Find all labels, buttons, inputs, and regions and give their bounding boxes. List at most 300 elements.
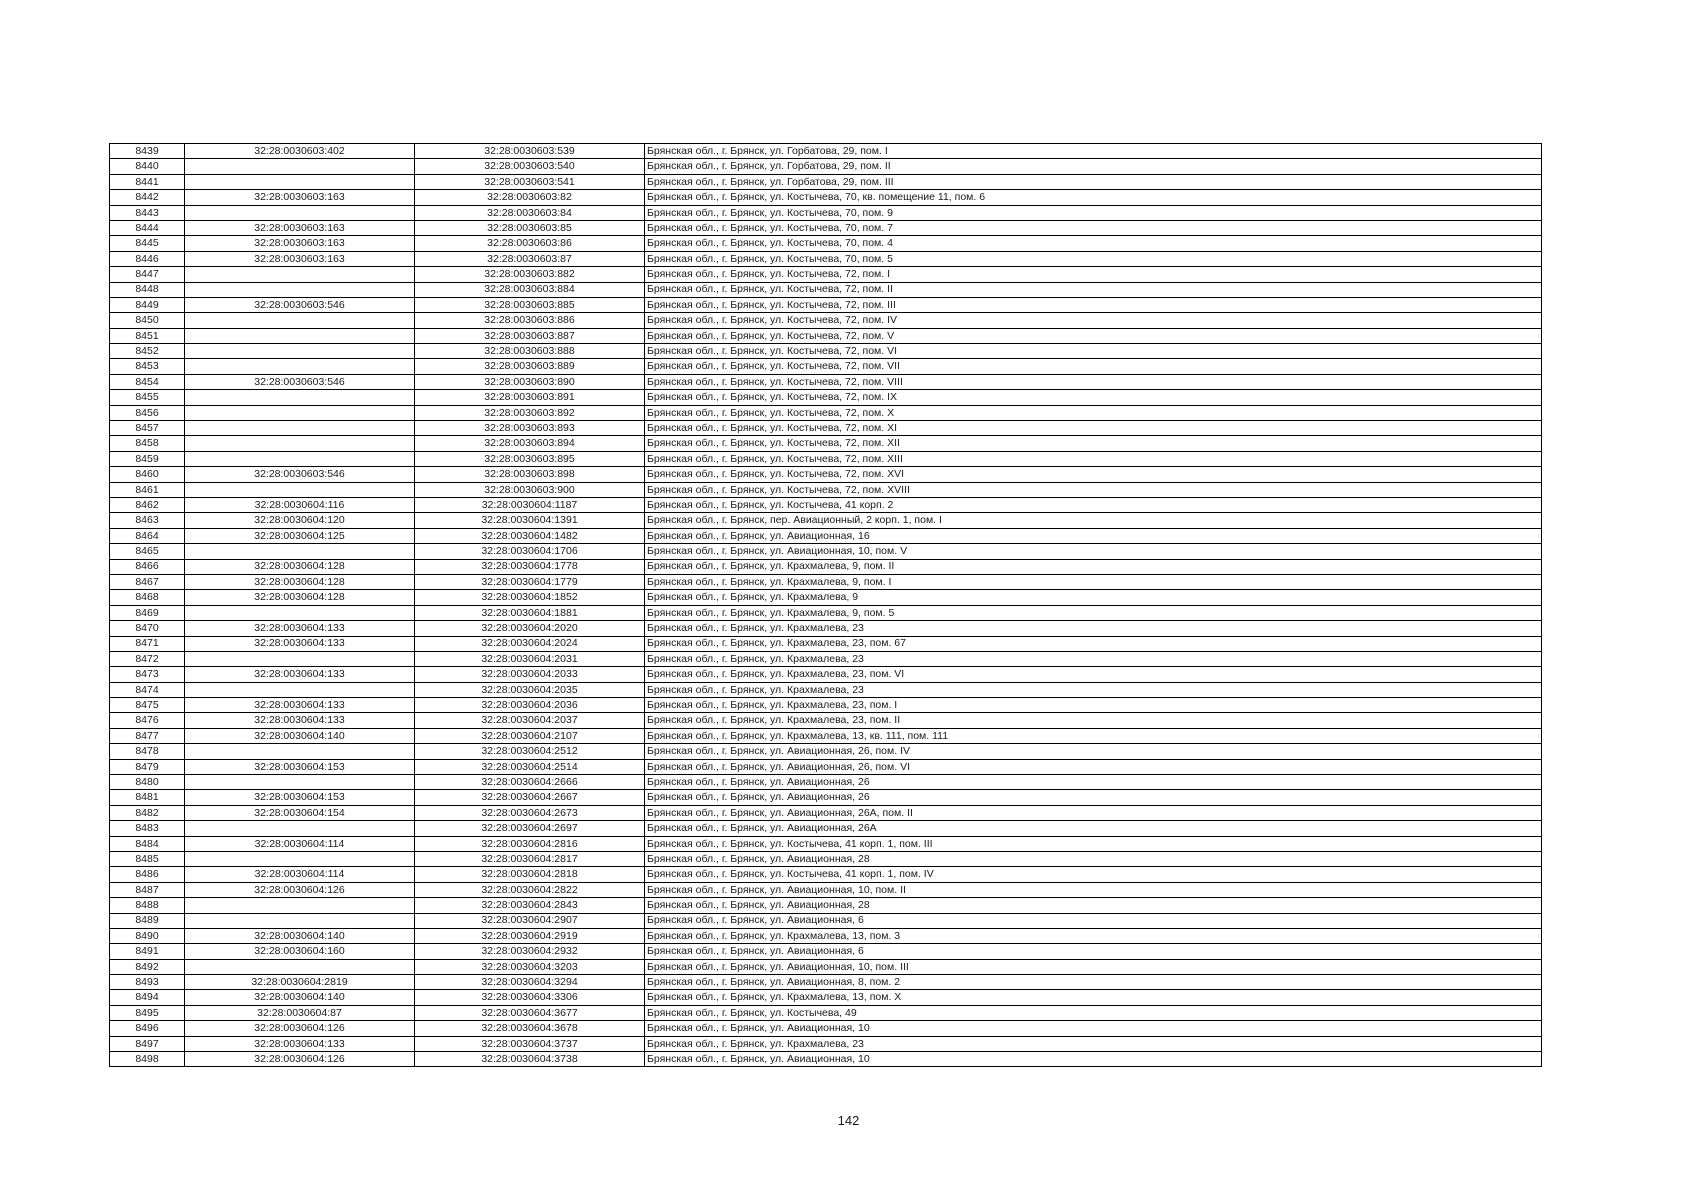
row-number-cell: 8480 [110,775,185,790]
table-row [110,805,1542,820]
table-row [110,636,1542,651]
parent-cadastral-cell [185,851,415,866]
parent-cadastral-cell [185,544,415,559]
address-cell: Брянская обл., г. Брянск, ул. Крахмалева, 9, пом. II [645,559,1542,574]
table-row [110,436,1542,451]
cadastral-number-cell: 32:28:0030604:2818 [415,867,645,882]
address-cell: Брянская обл., г. Брянск, ул. Авиационная, 16 [645,528,1542,543]
row-number-cell: 8468 [110,590,185,605]
address-cell: Брянская обл., г. Брянск, ул. Костычева, 72, пом. VI [645,344,1542,359]
table-row [110,775,1542,790]
table-row [110,698,1542,713]
row-number-cell: 8462 [110,497,185,512]
cadastral-number-cell: 32:28:0030604:2512 [415,744,645,759]
table-row [110,267,1542,282]
row-number-cell: 8451 [110,328,185,343]
row-number-cell: 8494 [110,990,185,1005]
cadastral-number-cell: 32:28:0030603:539 [415,144,645,159]
row-number-cell: 8461 [110,482,185,497]
address-cell: Брянская обл., г. Брянск, ул. Костычева, 72, пом. II [645,282,1542,297]
table-row [110,344,1542,359]
address-cell: Брянская обл., г. Брянск, ул. Костычева, 72, пом. XII [645,436,1542,451]
parent-cadastral-cell: 32:28:0030604:125 [185,528,415,543]
table-row [110,374,1542,389]
address-cell: Брянская обл., г. Брянск, ул. Костычева, 70, пом. 7 [645,220,1542,235]
parent-cadastral-cell: 32:28:0030604:133 [185,698,415,713]
address-cell: Брянская обл., г. Брянск, ул. Авиационная, 10 [645,1021,1542,1036]
parent-cadastral-cell [185,898,415,913]
row-number-cell: 8485 [110,851,185,866]
table-row [110,928,1542,943]
table-row [110,728,1542,743]
parent-cadastral-cell [185,451,415,466]
row-number-cell: 8495 [110,1005,185,1020]
address-cell: Брянская обл., г. Брянск, пер. Авиационный, 2 корп. 1, пом. I [645,513,1542,528]
cadastral-number-cell: 32:28:0030604:2697 [415,821,645,836]
address-cell: Брянская обл., г. Брянск, ул. Горбатова, 29, пом. II [645,159,1542,174]
address-cell: Брянская обл., г. Брянск, ул. Костычева, 72, пом. I [645,267,1542,282]
address-cell: Брянская обл., г. Брянск, ул. Костычева, 72, пом. VIII [645,374,1542,389]
address-cell: Брянская обл., г. Брянск, ул. Авиационная, 26 [645,790,1542,805]
row-number-cell: 8496 [110,1021,185,1036]
table-row [110,882,1542,897]
address-cell: Брянская обл., г. Брянск, ул. Горбатова, 29, пом. III [645,174,1542,189]
address-cell: Брянская обл., г. Брянск, ул. Авиационная, 10, пом. III [645,959,1542,974]
parent-cadastral-cell [185,313,415,328]
row-number-cell: 8448 [110,282,185,297]
address-cell: Брянская обл., г. Брянск, ул. Авиационная, 26А [645,821,1542,836]
table-row [110,1005,1542,1020]
row-number-cell: 8460 [110,467,185,482]
row-number-cell: 8444 [110,220,185,235]
table-row [110,959,1542,974]
address-cell: Брянская обл., г. Брянск, ул. Костычева, 72, пом. VII [645,359,1542,374]
parent-cadastral-cell [185,744,415,759]
address-cell: Брянская обл., г. Брянск, ул. Крахмалева, 13, пом. 3 [645,928,1542,943]
cadastral-number-cell: 32:28:0030603:894 [415,436,645,451]
address-cell: Брянская обл., г. Брянск, ул. Авиационная, 10, пом. II [645,882,1542,897]
table-row [110,482,1542,497]
table-row [110,975,1542,990]
parent-cadastral-cell: 32:28:0030604:128 [185,590,415,605]
row-number-cell: 8476 [110,713,185,728]
row-number-cell: 8481 [110,790,185,805]
row-number-cell: 8487 [110,882,185,897]
cadastral-number-cell: 32:28:0030603:882 [415,267,645,282]
table-row [110,1036,1542,1051]
address-cell: Брянская обл., г. Брянск, ул. Костычева, 70, пом. 4 [645,236,1542,251]
address-cell: Брянская обл., г. Брянск, ул. Горбатова, 29, пом. I [645,144,1542,159]
registry-table-body [110,144,1542,1067]
row-number-cell: 8445 [110,236,185,251]
parent-cadastral-cell: 32:28:0030604:133 [185,636,415,651]
parent-cadastral-cell [185,651,415,666]
parent-cadastral-cell: 32:28:0030603:546 [185,467,415,482]
table-row [110,574,1542,589]
cadastral-number-cell: 32:28:0030604:3678 [415,1021,645,1036]
parent-cadastral-cell [185,821,415,836]
cadastral-number-cell: 32:28:0030604:2816 [415,836,645,851]
cadastral-number-cell: 32:28:0030604:2673 [415,805,645,820]
table-row [110,944,1542,959]
table-row [110,667,1542,682]
row-number-cell: 8484 [110,836,185,851]
table-row [110,836,1542,851]
parent-cadastral-cell: 32:28:0030604:114 [185,836,415,851]
parent-cadastral-cell [185,421,415,436]
row-number-cell: 8492 [110,959,185,974]
row-number-cell: 8440 [110,159,185,174]
row-number-cell: 8470 [110,621,185,636]
row-number-cell: 8490 [110,928,185,943]
table-row [110,390,1542,405]
parent-cadastral-cell [185,405,415,420]
address-cell: Брянская обл., г. Брянск, ул. Авиационная, 26, пом. VI [645,759,1542,774]
parent-cadastral-cell: 32:28:0030604:120 [185,513,415,528]
parent-cadastral-cell: 32:28:0030604:128 [185,574,415,589]
address-cell: Брянская обл., г. Брянск, ул. Костычева, 41 корп. 1, пом. III [645,836,1542,851]
cadastral-number-cell: 32:28:0030604:1391 [415,513,645,528]
address-cell: Брянская обл., г. Брянск, ул. Крахмалева, 9 [645,590,1542,605]
parent-cadastral-cell [185,267,415,282]
table-row [110,190,1542,205]
parent-cadastral-cell [185,959,415,974]
row-number-cell: 8469 [110,605,185,620]
row-number-cell: 8441 [110,174,185,189]
table-row [110,790,1542,805]
address-cell: Брянская обл., г. Брянск, ул. Костычева, 72, пом. V [645,328,1542,343]
parent-cadastral-cell: 32:28:0030604:133 [185,667,415,682]
parent-cadastral-cell: 32:28:0030604:114 [185,867,415,882]
cadastral-number-cell: 32:28:0030604:2036 [415,698,645,713]
cadastral-number-cell: 32:28:0030604:2907 [415,913,645,928]
address-cell: Брянская обл., г. Брянск, ул. Крахмалева, 13, пом. X [645,990,1542,1005]
row-number-cell: 8488 [110,898,185,913]
row-number-cell: 8475 [110,698,185,713]
parent-cadastral-cell [185,359,415,374]
row-number-cell: 8446 [110,251,185,266]
row-number-cell: 8472 [110,651,185,666]
parent-cadastral-cell [185,482,415,497]
parent-cadastral-cell [185,174,415,189]
address-cell: Брянская обл., г. Брянск, ул. Крахмалева, 23 [645,682,1542,697]
cadastral-number-cell: 32:28:0030604:2666 [415,775,645,790]
row-number-cell: 8477 [110,728,185,743]
address-cell: Брянская обл., г. Брянск, ул. Авиационная, 26 [645,775,1542,790]
cadastral-number-cell: 32:28:0030603:86 [415,236,645,251]
cadastral-number-cell: 32:28:0030604:1779 [415,574,645,589]
row-number-cell: 8498 [110,1052,185,1067]
table-row [110,328,1542,343]
cadastral-number-cell: 32:28:0030603:895 [415,451,645,466]
parent-cadastral-cell [185,205,415,220]
table-row [110,236,1542,251]
parent-cadastral-cell [185,682,415,697]
row-number-cell: 8497 [110,1036,185,1051]
parent-cadastral-cell: 32:28:0030604:154 [185,805,415,820]
row-number-cell: 8454 [110,374,185,389]
cadastral-number-cell: 32:28:0030604:2514 [415,759,645,774]
address-cell: Брянская обл., г. Брянск, ул. Авиационная, 8, пом. 2 [645,975,1542,990]
cadastral-number-cell: 32:28:0030604:2107 [415,728,645,743]
cadastral-number-cell: 32:28:0030604:3738 [415,1052,645,1067]
cadastral-number-cell: 32:28:0030604:3306 [415,990,645,1005]
parent-cadastral-cell: 32:28:0030604:116 [185,497,415,512]
parent-cadastral-cell [185,775,415,790]
row-number-cell: 8471 [110,636,185,651]
cadastral-number-cell: 32:28:0030603:87 [415,251,645,266]
table-row [110,682,1542,697]
table-row [110,174,1542,189]
registry-table [109,143,1542,1067]
row-number-cell: 8479 [110,759,185,774]
parent-cadastral-cell: 32:28:0030604:140 [185,728,415,743]
address-cell: Брянская обл., г. Брянск, ул. Крахмалева, 23 [645,621,1542,636]
row-number-cell: 8491 [110,944,185,959]
parent-cadastral-cell: 32:28:0030603:546 [185,297,415,312]
table-row [110,713,1542,728]
cadastral-number-cell: 32:28:0030603:84 [415,205,645,220]
parent-cadastral-cell: 32:28:0030604:153 [185,759,415,774]
table-row [110,359,1542,374]
parent-cadastral-cell [185,390,415,405]
table-row [110,159,1542,174]
table-row [110,467,1542,482]
address-cell: Брянская обл., г. Брянск, ул. Костычева, 41 корп. 1, пом. IV [645,867,1542,882]
parent-cadastral-cell: 32:28:0030604:2819 [185,975,415,990]
cadastral-number-cell: 32:28:0030604:2031 [415,651,645,666]
table-row [110,821,1542,836]
cadastral-number-cell: 32:28:0030604:2037 [415,713,645,728]
cadastral-number-cell: 32:28:0030604:2919 [415,928,645,943]
cadastral-number-cell: 32:28:0030604:2932 [415,944,645,959]
table-row [110,544,1542,559]
address-cell: Брянская обл., г. Брянск, ул. Крахмалева, 13, кв. 111, пом. 111 [645,728,1542,743]
parent-cadastral-cell: 32:28:0030604:87 [185,1005,415,1020]
parent-cadastral-cell [185,328,415,343]
table-row [110,590,1542,605]
cadastral-number-cell: 32:28:0030604:1778 [415,559,645,574]
row-number-cell: 8443 [110,205,185,220]
table-row [110,251,1542,266]
row-number-cell: 8482 [110,805,185,820]
table-row [110,1021,1542,1036]
address-cell: Брянская обл., г. Брянск, ул. Авиационная, 6 [645,913,1542,928]
parent-cadastral-cell [185,605,415,620]
row-number-cell: 8483 [110,821,185,836]
table-row [110,913,1542,928]
table-row [110,144,1542,159]
page-number: 142 [837,1113,860,1128]
row-number-cell: 8459 [110,451,185,466]
row-number-cell: 8456 [110,405,185,420]
parent-cadastral-cell: 32:28:0030603:163 [185,220,415,235]
address-cell: Брянская обл., г. Брянск, ул. Крахмалева, 23, пом. I [645,698,1542,713]
parent-cadastral-cell: 32:28:0030604:133 [185,1036,415,1051]
cadastral-number-cell: 32:28:0030604:3737 [415,1036,645,1051]
cadastral-number-cell: 32:28:0030604:2020 [415,621,645,636]
address-cell: Брянская обл., г. Брянск, ул. Костычева, 70, пом. 9 [645,205,1542,220]
table-row [110,282,1542,297]
parent-cadastral-cell: 32:28:0030603:546 [185,374,415,389]
table-row [110,313,1542,328]
parent-cadastral-cell [185,159,415,174]
address-cell: Брянская обл., г. Брянск, ул. Костычева, 72, пом. IX [645,390,1542,405]
address-cell: Брянская обл., г. Брянск, ул. Крахмалева, 23 [645,1036,1542,1051]
row-number-cell: 8473 [110,667,185,682]
cadastral-number-cell: 32:28:0030604:3677 [415,1005,645,1020]
cadastral-number-cell: 32:28:0030603:82 [415,190,645,205]
cadastral-number-cell: 32:28:0030604:2024 [415,636,645,651]
row-number-cell: 8489 [110,913,185,928]
cadastral-number-cell: 32:28:0030603:85 [415,220,645,235]
cadastral-number-cell: 32:28:0030603:892 [415,405,645,420]
table-row [110,851,1542,866]
address-cell: Брянская обл., г. Брянск, ул. Авиационная, 28 [645,851,1542,866]
row-number-cell: 8465 [110,544,185,559]
cadastral-number-cell: 32:28:0030604:2033 [415,667,645,682]
row-number-cell: 8464 [110,528,185,543]
parent-cadastral-cell: 32:28:0030603:163 [185,251,415,266]
parent-cadastral-cell: 32:28:0030604:133 [185,621,415,636]
table-row [110,867,1542,882]
table-row [110,744,1542,759]
row-number-cell: 8486 [110,867,185,882]
address-cell: Брянская обл., г. Брянск, ул. Костычева, 41 корп. 2 [645,497,1542,512]
table-row [110,621,1542,636]
address-cell: Брянская обл., г. Брянск, ул. Костычева, 70, кв. помещение 11, пом. 6 [645,190,1542,205]
cadastral-number-cell: 32:28:0030604:1852 [415,590,645,605]
row-number-cell: 8467 [110,574,185,589]
row-number-cell: 8474 [110,682,185,697]
address-cell: Брянская обл., г. Брянск, ул. Костычева, 72, пом. XVIII [645,482,1542,497]
table-row [110,559,1542,574]
parent-cadastral-cell [185,344,415,359]
address-cell: Брянская обл., г. Брянск, ул. Крахмалева, 9, пом. 5 [645,605,1542,620]
parent-cadastral-cell: 32:28:0030604:126 [185,1052,415,1067]
parent-cadastral-cell: 32:28:0030604:128 [185,559,415,574]
parent-cadastral-cell: 32:28:0030604:126 [185,882,415,897]
address-cell: Брянская обл., г. Брянск, ул. Костычева, 72, пом. XVI [645,467,1542,482]
table-row [110,205,1542,220]
table-row [110,528,1542,543]
cadastral-number-cell: 32:28:0030603:890 [415,374,645,389]
row-number-cell: 8453 [110,359,185,374]
cadastral-number-cell: 32:28:0030603:889 [415,359,645,374]
cadastral-number-cell: 32:28:0030604:2843 [415,898,645,913]
row-number-cell: 8442 [110,190,185,205]
row-number-cell: 8452 [110,344,185,359]
row-number-cell: 8466 [110,559,185,574]
address-cell: Брянская обл., г. Брянск, ул. Авиационная, 26, пом. IV [645,744,1542,759]
cadastral-number-cell: 32:28:0030604:1482 [415,528,645,543]
table-row [110,220,1542,235]
parent-cadastral-cell [185,913,415,928]
parent-cadastral-cell: 32:28:0030603:402 [185,144,415,159]
row-number-cell: 8455 [110,390,185,405]
table-row [110,605,1542,620]
table-row [110,405,1542,420]
table-row [110,1052,1542,1067]
row-number-cell: 8493 [110,975,185,990]
address-cell: Брянская обл., г. Брянск, ул. Крахмалева, 23 [645,651,1542,666]
row-number-cell: 8449 [110,297,185,312]
parent-cadastral-cell: 32:28:0030603:163 [185,236,415,251]
cadastral-number-cell: 32:28:0030604:1187 [415,497,645,512]
row-number-cell: 8478 [110,744,185,759]
table-row [110,451,1542,466]
cadastral-number-cell: 32:28:0030603:900 [415,482,645,497]
cadastral-number-cell: 32:28:0030603:891 [415,390,645,405]
address-cell: Брянская обл., г. Брянск, ул. Авиационная, 28 [645,898,1542,913]
cadastral-number-cell: 32:28:0030603:888 [415,344,645,359]
row-number-cell: 8463 [110,513,185,528]
address-cell: Брянская обл., г. Брянск, ул. Костычева, 72, пом. X [645,405,1542,420]
address-cell: Брянская обл., г. Брянск, ул. Костычева, 72, пом. IV [645,313,1542,328]
table-row [110,759,1542,774]
cadastral-number-cell: 32:28:0030603:884 [415,282,645,297]
address-cell: Брянская обл., г. Брянск, ул. Крахмалева, 9, пом. I [645,574,1542,589]
parent-cadastral-cell [185,282,415,297]
table-row [110,421,1542,436]
parent-cadastral-cell: 32:28:0030604:140 [185,990,415,1005]
table-row [110,513,1542,528]
row-number-cell: 8439 [110,144,185,159]
cadastral-number-cell: 32:28:0030604:1706 [415,544,645,559]
parent-cadastral-cell: 32:28:0030604:153 [185,790,415,805]
parent-cadastral-cell: 32:28:0030604:126 [185,1021,415,1036]
table-row [110,497,1542,512]
cadastral-number-cell: 32:28:0030603:885 [415,297,645,312]
table-row [110,898,1542,913]
cadastral-number-cell: 32:28:0030603:887 [415,328,645,343]
cadastral-number-cell: 32:28:0030603:893 [415,421,645,436]
address-cell: Брянская обл., г. Брянск, ул. Авиационная, 26А, пом. II [645,805,1542,820]
address-cell: Брянская обл., г. Брянск, ул. Костычева, 72, пом. III [645,297,1542,312]
cadastral-number-cell: 32:28:0030604:2817 [415,851,645,866]
cadastral-number-cell: 32:28:0030604:1881 [415,605,645,620]
cadastral-number-cell: 32:28:0030604:2035 [415,682,645,697]
cadastral-number-cell: 32:28:0030603:540 [415,159,645,174]
cadastral-number-cell: 32:28:0030603:898 [415,467,645,482]
cadastral-number-cell: 32:28:0030604:2822 [415,882,645,897]
address-cell: Брянская обл., г. Брянск, ул. Крахмалева, 23, пом. VI [645,667,1542,682]
row-number-cell: 8457 [110,421,185,436]
cadastral-number-cell: 32:28:0030604:3294 [415,975,645,990]
cadastral-number-cell: 32:28:0030603:541 [415,174,645,189]
address-cell: Брянская обл., г. Брянск, ул. Авиационная, 10 [645,1052,1542,1067]
address-cell: Брянская обл., г. Брянск, ул. Крахмалева, 23, пом. 67 [645,636,1542,651]
parent-cadastral-cell [185,436,415,451]
address-cell: Брянская обл., г. Брянск, ул. Костычева, 72, пом. XI [645,421,1542,436]
table-row [110,990,1542,1005]
table-row [110,297,1542,312]
address-cell: Брянская обл., г. Брянск, ул. Авиационная, 6 [645,944,1542,959]
address-cell: Брянская обл., г. Брянск, ул. Крахмалева, 23, пом. II [645,713,1542,728]
parent-cadastral-cell: 32:28:0030604:133 [185,713,415,728]
address-cell: Брянская обл., г. Брянск, ул. Костычева, 72, пом. XIII [645,451,1542,466]
address-cell: Брянская обл., г. Брянск, ул. Авиационная, 10, пом. V [645,544,1542,559]
parent-cadastral-cell: 32:28:0030604:160 [185,944,415,959]
parent-cadastral-cell: 32:28:0030603:163 [185,190,415,205]
row-number-cell: 8450 [110,313,185,328]
cadastral-number-cell: 32:28:0030604:2667 [415,790,645,805]
address-cell: Брянская обл., г. Брянск, ул. Костычева, 70, пом. 5 [645,251,1542,266]
address-cell: Брянская обл., г. Брянск, ул. Костычева, 49 [645,1005,1542,1020]
table-row [110,651,1542,666]
cadastral-number-cell: 32:28:0030603:886 [415,313,645,328]
row-number-cell: 8458 [110,436,185,451]
